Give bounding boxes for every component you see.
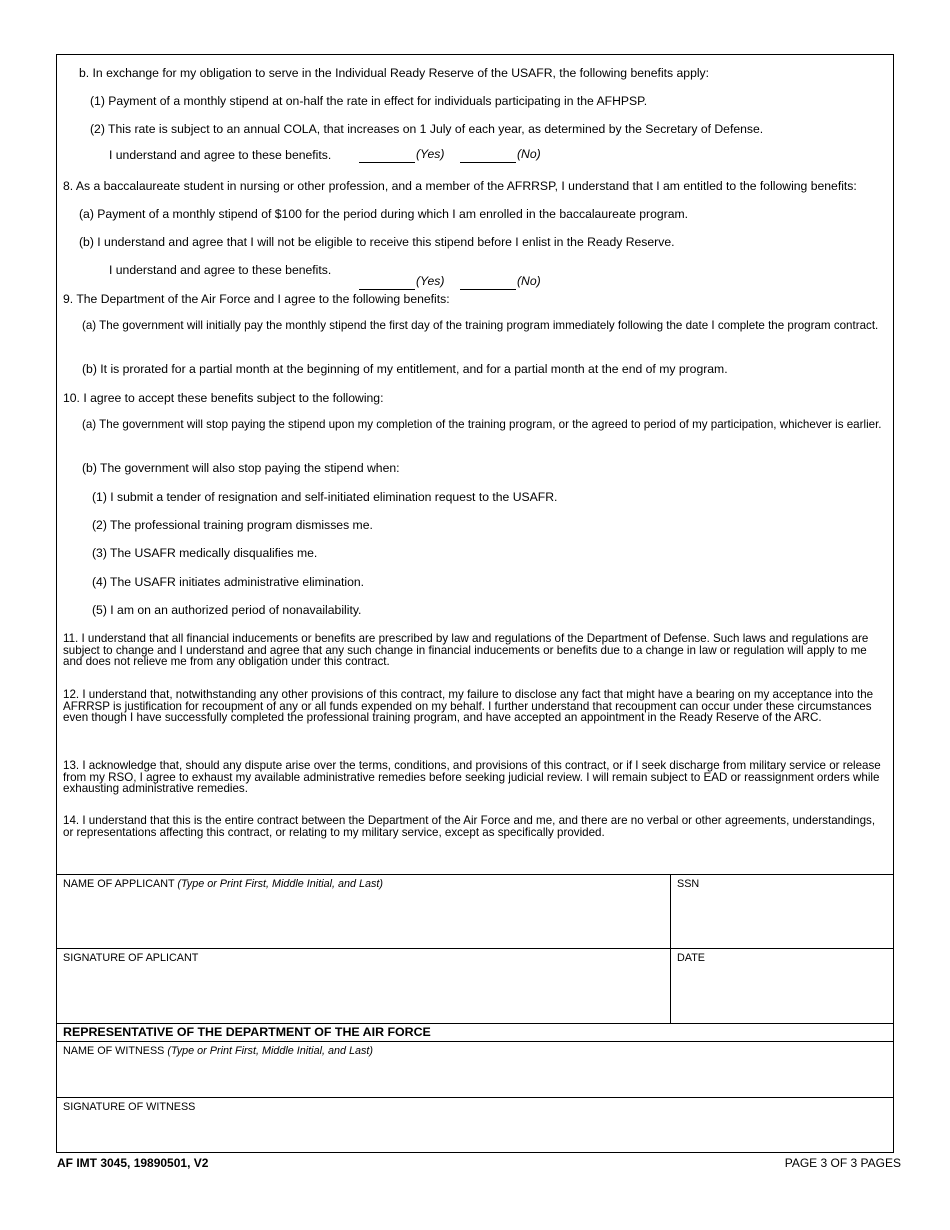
divider-witness-name — [57, 1041, 893, 1042]
paragraph-12: 12. I understand that, notwithstanding any other provisions of this contract, my failure to disclose any fact that might have a bearing on my acceptance into the AFRRSP is justification for recoupment of any or all funds expended on my behalf. I further understand that recoupment can occur under these circumstances even though I have successfully completed the professional training program, and have accepted an appointment in the Ready Reserve of the ARC. — [63, 688, 874, 724]
name-applicant-hint: (Type or Print First, Middle Initial, and Last) — [177, 878, 384, 890]
yes-blank-b[interactable] — [359, 150, 415, 163]
paragraph-10b2: (2) The professional training program dismisses me. — [92, 518, 373, 532]
paragraph-13: 13. I acknowledge that, should any dispute arise over the terms, conditions, and provisions of this contract, or if I seek discharge from military service or release from my RSO, I agree to exhaust my available administrative remedies before seeking judicial review. I will remain subject to EAD or reassignment orders while exhausting administrative remedies. — [63, 759, 881, 795]
paragraph-9: 9. The Department of the Air Force and I agree to the following benefits: — [63, 292, 450, 306]
no-blank-b[interactable] — [460, 150, 516, 163]
representative-header: REPRESENTATIVE OF THE DEPARTMENT OF THE AIR FORCE — [63, 1025, 431, 1039]
paragraph-8a: (a) Payment of a monthly stipend of $100 for the period during which I am enrolled in the baccalaureate program. — [79, 207, 689, 221]
page-number: PAGE 3 OF 3 PAGES — [784, 1156, 901, 1170]
name-applicant-label: NAME OF APPLICANT — [63, 878, 175, 890]
no-label-8: (No) — [517, 274, 541, 288]
benefits-b1: (1) Payment of a monthly stipend at on-half the rate in effect for individuals participating in the AFHPSP. — [90, 94, 648, 108]
paragraph-10b1: (1) I submit a tender of resignation and self-initiated elimination request to the USAFR. — [92, 490, 558, 504]
ssn-field[interactable] — [677, 878, 699, 891]
paragraph-14: 14. I understand that this is the entire contract between the Department of the Air Force and me, and there are no verbal or other agreements, understandings, or representations affecting this contract, or relating to my military service, except as specifically provided. — [63, 814, 876, 839]
signature-applicant-label: SIGNATURE OF APLICANT — [63, 952, 199, 964]
paragraph-10b4: (4) The USAFR initiates administrative elimination. — [92, 575, 365, 589]
form-frame — [56, 54, 894, 1153]
paragraph-8: 8. As a baccalaureate student in nursing or other profession, and a member of the AFRRSP, I understand that I am entitled to the following benefits: — [63, 179, 857, 193]
divider-representative — [57, 1023, 893, 1024]
paragraph-11: 11. I understand that all financial inducements or benefits are prescribed by law and regulations of the Department of Defense. Such laws and regulations are subject to change and I understand and agree that any such change in financial inducements or benefits due to a change in law or regulation will apply to me and does not relieve me from any obligation under this contract. — [63, 632, 869, 668]
yes-label-b: (Yes) — [416, 147, 445, 161]
no-label-b: (No) — [517, 147, 541, 161]
paragraph-9a: (a) The government will initially pay the monthly stipend the first day of the training program immediately following the date I complete the program contract. — [82, 319, 879, 332]
agree-statement-8: I understand and agree to these benefits. — [109, 263, 332, 277]
signature-witness-label: SIGNATURE OF WITNESS — [63, 1101, 196, 1113]
paragraph-8b: (b) I understand and agree that I will not be eligible to receive this stipend before I enlist in the Ready Reserve. — [79, 235, 675, 249]
signature-witness-field[interactable] — [63, 1101, 195, 1114]
paragraph-9b: (b) It is prorated for a partial month at the beginning of my entitlement, and for a partial month at the end of my program. — [82, 362, 728, 376]
yes-blank-8[interactable] — [359, 277, 415, 290]
form-id: AF IMT 3045, 19890501, V2 — [57, 1156, 209, 1170]
paragraph-10b3: (3) The USAFR medically disqualifies me. — [92, 546, 318, 560]
date-field[interactable] — [677, 952, 705, 965]
agree-statement-b: I understand and agree to these benefits. — [109, 148, 332, 162]
divider-witness-signature — [57, 1097, 893, 1098]
benefits-b-intro: b. In exchange for my obligation to serve in the Individual Ready Reserve of the USAFR, the following benefits apply: — [79, 66, 710, 80]
ssn-label: SSN — [677, 878, 700, 890]
paragraph-10: 10. I agree to accept these benefits subject to the following: — [63, 391, 384, 405]
signature-applicant-field[interactable] — [63, 952, 198, 965]
no-blank-8[interactable] — [460, 277, 516, 290]
yes-label-8: (Yes) — [416, 274, 445, 288]
name-witness-hint: (Type or Print First, Middle Initial, and Last) — [167, 1045, 373, 1057]
name-witness-field[interactable] — [63, 1045, 373, 1058]
divider-applicant — [57, 874, 893, 875]
name-applicant-field[interactable] — [63, 878, 383, 891]
divider-signature — [57, 948, 893, 949]
paragraph-10b5: (5) I am on an authorized period of nonavailability. — [92, 603, 362, 617]
benefits-b2: (2) This rate is subject to an annual COLA, that increases on 1 July of each year, as determined by the Secretary of Defense. — [90, 122, 764, 136]
name-witness-label: NAME OF WITNESS — [63, 1045, 165, 1057]
date-label: DATE — [677, 952, 705, 964]
paragraph-10a: (a) The government will stop paying the stipend upon my completion of the training program, or the agreed to period of my participation, whichever is earlier. — [82, 418, 882, 431]
paragraph-10b: (b) The government will also stop paying the stipend when: — [82, 461, 400, 475]
